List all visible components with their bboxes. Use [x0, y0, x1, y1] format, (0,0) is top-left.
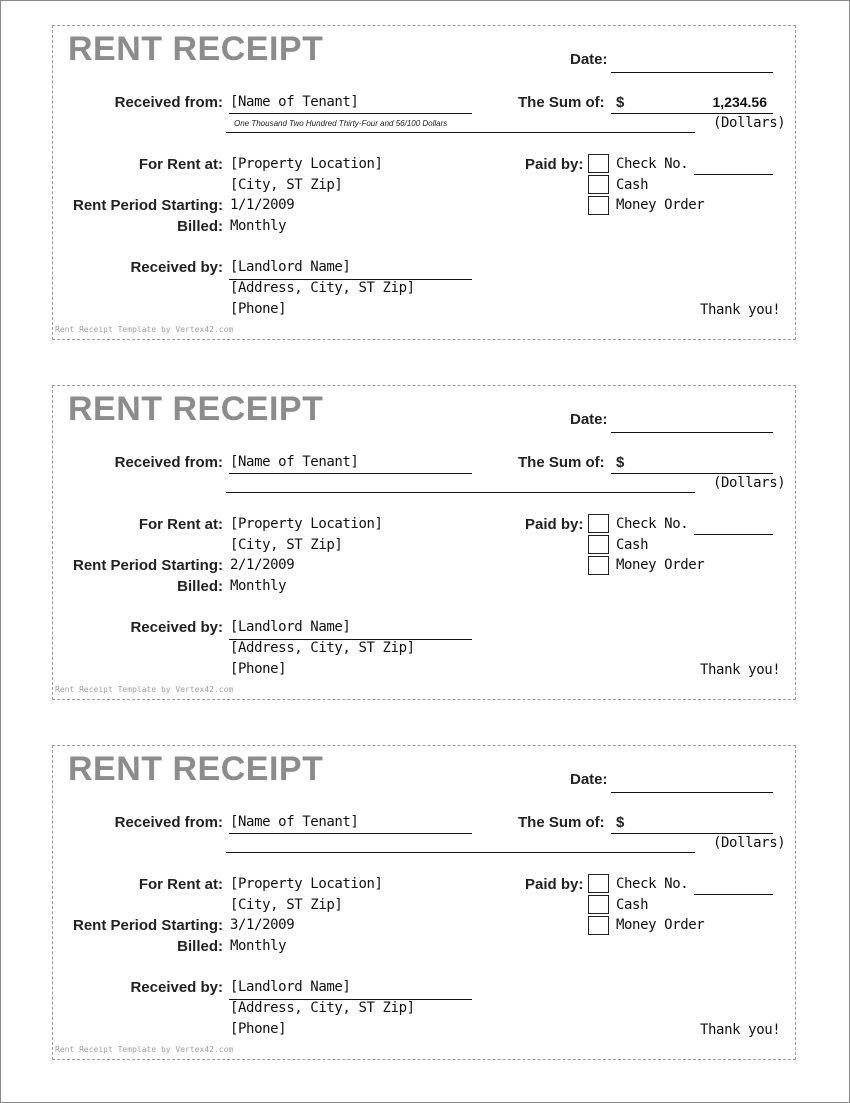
receipt-title: RENT RECEIPT: [68, 30, 324, 68]
sum-of-label: The Sum of:: [518, 94, 605, 111]
check-no-field[interactable]: [694, 534, 773, 535]
tenant-name-field[interactable]: [Name of Tenant]: [230, 814, 359, 830]
billed-label: Billed:: [177, 938, 223, 955]
tenant-name-field[interactable]: [Name of Tenant]: [230, 94, 359, 110]
landlord-name-field[interactable]: [Landlord Name]: [230, 979, 351, 995]
paid-by-label: Paid by:: [525, 516, 584, 533]
tenant-name-underline: [229, 113, 472, 114]
rent-period-label: Rent Period Starting:: [72, 197, 223, 214]
cash-label: Cash: [616, 177, 649, 193]
cash-checkbox[interactable]: [588, 895, 609, 914]
sum-of-label: The Sum of:: [518, 454, 605, 471]
check-checkbox[interactable]: [588, 874, 609, 893]
billed-label: Billed:: [177, 218, 223, 235]
property-city-field[interactable]: [City, ST Zip]: [230, 537, 343, 553]
dollar-sign: $: [616, 94, 625, 111]
date-label: Date:: [570, 771, 608, 788]
dollars-label: (Dollars): [713, 835, 786, 851]
cash-label: Cash: [616, 897, 649, 913]
property-location-field[interactable]: [Property Location]: [230, 156, 383, 172]
cash-checkbox[interactable]: [588, 175, 609, 194]
received-by-label: Received by:: [130, 979, 223, 996]
receipt-title: RENT RECEIPT: [68, 750, 324, 788]
received-by-label: Received by:: [130, 259, 223, 276]
dollar-sign: $: [616, 814, 625, 831]
received-by-label: Received by:: [130, 619, 223, 636]
billed-field[interactable]: Monthly: [230, 578, 287, 594]
money-order-checkbox[interactable]: [588, 196, 609, 215]
for-rent-at-label: For Rent at:: [138, 876, 223, 893]
landlord-address-field[interactable]: [Address, City, ST Zip]: [230, 640, 415, 656]
money-order-checkbox[interactable]: [588, 916, 609, 935]
template-credit: Rent Receipt Template by Vertex42.com: [55, 685, 234, 694]
cash-checkbox[interactable]: [588, 535, 609, 554]
billed-label: Billed:: [177, 578, 223, 595]
billed-field[interactable]: Monthly: [230, 938, 287, 954]
tenant-name-underline: [229, 833, 472, 834]
check-no-field[interactable]: [694, 174, 773, 175]
amount-words-underline: [226, 132, 695, 133]
check-no-label: Check No.: [616, 876, 689, 892]
tenant-name-field[interactable]: [Name of Tenant]: [230, 454, 359, 470]
amount-in-words[interactable]: One Thousand Two Hundred Thirty-Four and 56/100 Dollars: [234, 119, 448, 128]
landlord-name-field[interactable]: [Landlord Name]: [230, 259, 351, 275]
property-location-field[interactable]: [Property Location]: [230, 516, 383, 532]
paid-by-label: Paid by:: [525, 876, 584, 893]
cash-label: Cash: [616, 537, 649, 553]
landlord-phone-field[interactable]: [Phone]: [230, 301, 287, 317]
date-label: Date:: [570, 51, 608, 68]
property-city-field[interactable]: [City, ST Zip]: [230, 897, 343, 913]
billed-field[interactable]: Monthly: [230, 218, 287, 234]
dollar-sign: $: [616, 454, 625, 471]
landlord-address-field[interactable]: [Address, City, ST Zip]: [230, 1000, 415, 1016]
thank-you-text: Thank you!: [700, 302, 781, 318]
amount-underline: [611, 833, 773, 834]
receipt-title: RENT RECEIPT: [68, 390, 324, 428]
amount-underline: [611, 113, 773, 114]
landlord-name-field[interactable]: [Landlord Name]: [230, 619, 351, 635]
rent-receipt-3: [52, 745, 796, 1060]
rent-period-label: Rent Period Starting:: [72, 557, 223, 574]
sum-of-label: The Sum of:: [518, 814, 605, 831]
landlord-address-field[interactable]: [Address, City, ST Zip]: [230, 280, 415, 296]
rent-period-field[interactable]: 1/1/2009: [230, 197, 295, 213]
dollars-label: (Dollars): [713, 115, 786, 131]
rent-period-label: Rent Period Starting:: [72, 917, 223, 934]
rent-period-field[interactable]: 3/1/2009: [230, 917, 295, 933]
template-credit: Rent Receipt Template by Vertex42.com: [55, 1045, 234, 1054]
date-label: Date:: [570, 411, 608, 428]
date-field[interactable]: [611, 792, 773, 793]
paid-by-label: Paid by:: [525, 156, 584, 173]
received-from-label: Received from:: [114, 94, 223, 111]
amount-field[interactable]: 1,234.56: [712, 94, 767, 110]
rent-receipt-2: [52, 385, 796, 700]
money-order-label: Money Order: [616, 557, 705, 573]
amount-words-underline: [226, 852, 695, 853]
thank-you-text: Thank you!: [700, 662, 781, 678]
date-field[interactable]: [611, 72, 773, 73]
check-no-label: Check No.: [616, 156, 689, 172]
property-location-field[interactable]: [Property Location]: [230, 876, 383, 892]
amount-underline: [611, 473, 773, 474]
date-field[interactable]: [611, 432, 773, 433]
check-no-field[interactable]: [694, 894, 773, 895]
thank-you-text: Thank you!: [700, 1022, 781, 1038]
received-from-label: Received from:: [114, 454, 223, 471]
check-checkbox[interactable]: [588, 154, 609, 173]
rent-period-field[interactable]: 2/1/2009: [230, 557, 295, 573]
money-order-checkbox[interactable]: [588, 556, 609, 575]
money-order-label: Money Order: [616, 917, 705, 933]
check-checkbox[interactable]: [588, 514, 609, 533]
tenant-name-underline: [229, 473, 472, 474]
rent-receipt-1: [52, 25, 796, 340]
money-order-label: Money Order: [616, 197, 705, 213]
dollars-label: (Dollars): [713, 475, 786, 491]
for-rent-at-label: For Rent at:: [138, 156, 223, 173]
template-credit: Rent Receipt Template by Vertex42.com: [55, 325, 234, 334]
check-no-label: Check No.: [616, 516, 689, 532]
landlord-phone-field[interactable]: [Phone]: [230, 661, 287, 677]
amount-words-underline: [226, 492, 695, 493]
for-rent-at-label: For Rent at:: [138, 516, 223, 533]
landlord-phone-field[interactable]: [Phone]: [230, 1021, 287, 1037]
received-from-label: Received from:: [114, 814, 223, 831]
property-city-field[interactable]: [City, ST Zip]: [230, 177, 343, 193]
